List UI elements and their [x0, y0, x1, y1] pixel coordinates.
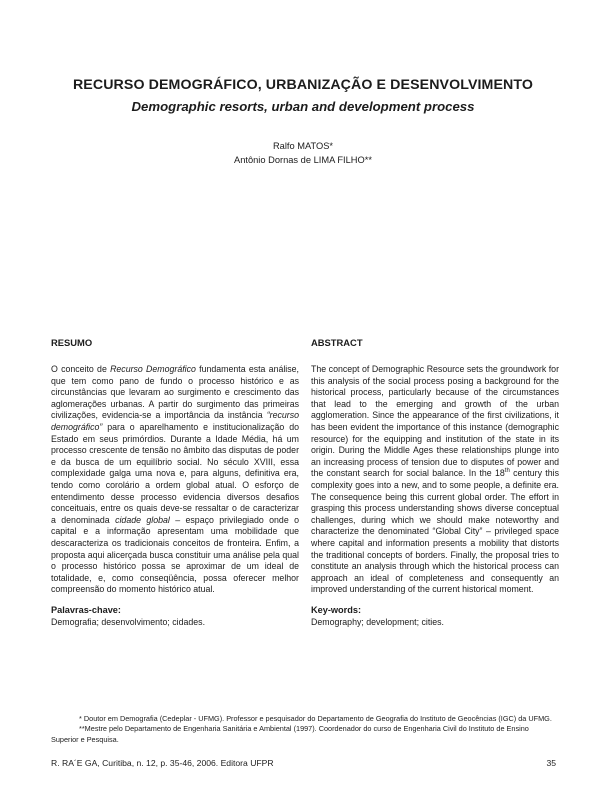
author-list [0, 140, 606, 167]
page-title: RECURSO DEMOGRÁFICO, URBANIZAÇÃO E DESENVOLVIMENTO [72, 77, 534, 93]
abstract-section [311, 337, 559, 596]
footnote-1: * Doutor em Demografia (Cedeplar - UFMG). Professor e pesquisador do Departamento de Geografia do Instituto de Geocências (IGC) da UFMG. [79, 714, 552, 723]
keywords-pt [51, 605, 299, 628]
page-subtitle: Demographic resorts, urban and development process [131, 99, 475, 114]
keywords-pt-value: Demografia; desenvolvimento; cidades. [51, 616, 206, 627]
resumo-heading: RESUMO [51, 337, 93, 348]
keywords-en-label: Key-words: [311, 605, 362, 615]
page-number: 35 [546, 758, 556, 768]
keywords-pt-label: Palavras-chave: [51, 605, 121, 615]
running-footer: R. RA´E GA, Curitiba, n. 12, p. 35-46, 2006. Editora UFPR [51, 758, 274, 768]
author-2: Antônio Dornas de LIMA FILHO** [234, 154, 372, 165]
author-1: Ralfo MATOS* [272, 141, 334, 151]
footnote-2: **Mestre pelo Departamento de Engenharia Sanitária e Ambiental (1997). Coordenador do curso de Engenharia Civil do Instituto de Ensino Superior e Pesquisa. [51, 724, 529, 744]
footnotes [51, 714, 556, 745]
abstract-heading: ABSTRACT [311, 337, 363, 348]
keywords-en [311, 605, 559, 628]
abstract-text: The concept of Demographic Resource sets the groundwork for this analysis of the social process posing a background for the historical process, particularly because of the circumstances that lead to the emerging and growth of the urban agglomeration. Since the appearance of the first civilizations, it has been evident the importance of this instance (demographic resource) for the equipping and institution of the state in its origin. During the Middle Ages these relationships plunge into an increasing process of tension due to disputes of power and the constant search for social balance. In the 18th century this complexity goes into a new, and to some people, a definite era. The consequence being this current global order. The effort in grasping this process understanding shows diverse conceptual challenges, during which we should make noteworthy and characterize the denominated “Global City” – privileged space where capital and information presents a mobility that distorts the traditional concepts of borders. Finally, the proposal tries to constitute an analysis through which the historical process can approach an ideal of completeness and consequently an improved understanding of the current historical moment. [311, 364, 559, 595]
keywords-en-value: Demography; development; cities. [311, 616, 444, 627]
resumo-section [51, 337, 299, 596]
resumo-text: O conceito de Recurso Demográfico fundamenta esta análise, que tem como pano de fundo o processo histórico e as circunstâncias que levaram ao surgimento e crescimento das aglomerações urbanas. A partir do surgimento das primeiras civilizações, evidencia-se a importância da instância “recurso demográfico” para o aparelhamento e institucionalização do Estado em seus primórdios. Durante a Idade Média, há um processo crescente de tensão no âmbito das disputas de poder e da busca de um equilíbrio social. No século XVIII, essa complexidade galga uma nova e, para alguns, definitiva era, tendo como corolário a ordem global atual. O esforço de entendimento desse processo evidencia diversos desafios conceituais, entre os quais deve-se ressaltar o de caracterizar a denominada cidade global – espaço privilegiado onde o capital e a informação apresentam uma mobilidade que descaracteriza os tradicionais conceitos de fronteira. Enfim, a proposta aqui alicerçada busca constituir uma análise pela qual o processo histórico possa se aproximar de um ideal de totalidade, e, como conseqüência, possa oferecer melhor compreensão do momento histórico atual. [51, 364, 299, 595]
